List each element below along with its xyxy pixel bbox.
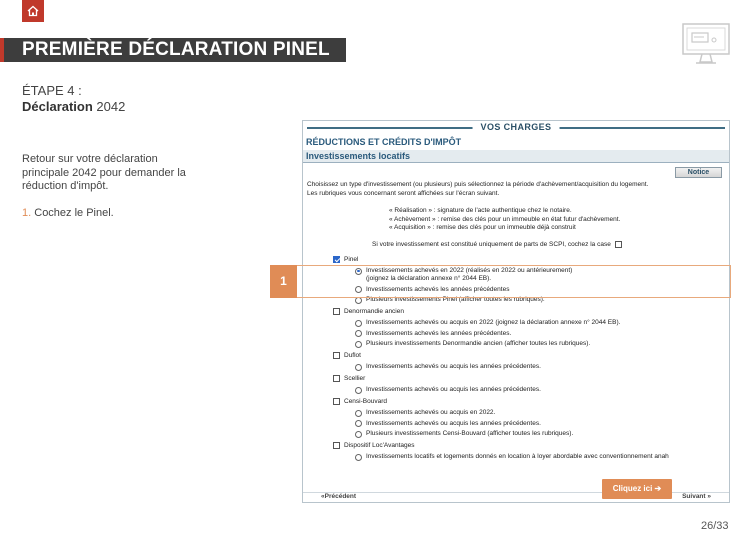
category-label: Dispositif Loc'Avantages — [344, 442, 415, 449]
option-radio[interactable] — [303, 386, 729, 394]
radio-button[interactable] — [355, 387, 362, 394]
option-radio[interactable] — [303, 420, 729, 428]
option-radio[interactable] — [303, 409, 729, 417]
intro-line-1: Choisissez un type d'investissement (ou plusieurs) puis sélectionnez la période d'achèvement/acquisition du logement. — [307, 181, 649, 188]
radio-button[interactable] — [355, 410, 362, 417]
category-pinel[interactable] — [303, 255, 729, 265]
previous-button[interactable]: «Précédent — [321, 493, 357, 500]
option-label: Investissements achevés ou acquis en 2022 (joignez la déclaration annexe n° 2044 EB). — [366, 319, 621, 326]
category-label: Censi-Bouvard — [344, 398, 387, 405]
step-marker: 1 — [270, 265, 297, 298]
definitions — [303, 207, 729, 233]
scpi-label: Si votre investissement est constitué uniquement de parts de SCPI, cochez la case — [372, 240, 611, 248]
option-label: Plusieurs investissements Denormandie ancien (afficher toutes les rubriques). — [366, 340, 591, 347]
option-label: Investissements achevés ou acquis les années précédentes. — [366, 419, 541, 427]
option-label: Investissements achevés les années précédentes — [366, 285, 510, 293]
option-radio[interactable] — [303, 453, 729, 461]
instruction-step — [22, 207, 114, 219]
notice-button[interactable]: Notice — [675, 167, 722, 178]
option-radio[interactable] — [303, 430, 729, 438]
category-label: Duflot — [344, 352, 361, 359]
next-button[interactable]: Suivant » — [682, 493, 711, 500]
option-label: Investissements achevés les années précédentes. — [366, 329, 512, 337]
form-header — [303, 121, 729, 133]
radio-button[interactable] — [355, 330, 362, 337]
option-label: Plusieurs investissements Censi-Bouvard (afficher toutes les rubriques). — [366, 430, 574, 437]
option-radio[interactable] — [303, 363, 729, 371]
pinel-highlight — [270, 265, 731, 298]
step-title-rest: 2042 — [92, 99, 126, 114]
option-radio[interactable] — [303, 330, 729, 338]
denormandie-checkbox[interactable] — [333, 308, 340, 315]
option-label: Investissements achevés ou acquis les années précédentes. — [366, 363, 541, 370]
option-label: Plusieurs investissements Pinel (afficher toutes les rubriques). — [366, 296, 545, 303]
option-label: Investissements achevés ou acquis les années précédentes. — [366, 386, 541, 393]
home-button[interactable] — [22, 0, 44, 22]
section-title: RÉDUCTIONS ET CRÉDITS D'IMPÔT — [306, 137, 462, 147]
category-denormandie[interactable] — [303, 307, 729, 317]
category-label: Scellier — [344, 375, 366, 382]
page-number: 26/33 — [701, 520, 729, 532]
definition-realisation: « Réalisation » : signature de l'acte authentique chez le notaire. — [389, 207, 572, 214]
subsection-title: Investissements locatifs — [303, 150, 729, 163]
loc-avantages-checkbox[interactable] — [333, 442, 340, 449]
censi-bouvard-checkbox[interactable] — [333, 398, 340, 405]
form-header-text: VOS CHARGES — [473, 121, 560, 133]
step-title — [22, 99, 125, 114]
option-label: Investissements achevés ou acquis en 2022. — [366, 409, 496, 416]
option-radio[interactable] — [303, 340, 729, 348]
radio-button[interactable] — [355, 431, 362, 438]
option-label: Investissements achevés en 2022 (réalisés en 2022 ou antérieurement) (joignez la déclaration annexe n° 2044 EB). — [366, 267, 573, 282]
scpi-row — [303, 240, 729, 250]
computer-screen-icon — [680, 22, 732, 66]
category-scellier[interactable] — [303, 374, 729, 384]
radio-button[interactable] — [355, 341, 362, 348]
duflot-checkbox[interactable] — [333, 352, 340, 359]
instruction-text: Retour sur votre déclaration principale 2042 pour demander la réduction d'impôt. — [22, 153, 186, 192]
intro-text — [303, 181, 729, 198]
radio-button[interactable] — [355, 420, 362, 427]
notice-row — [303, 163, 729, 181]
definition-acquisition: « Acquisition » : remise des clés pour un immeuble déjà construit — [389, 224, 576, 231]
step-title-bold: Déclaration — [22, 99, 93, 114]
click-here-button[interactable]: Cliquez ici ➔ — [602, 479, 672, 499]
definition-achevement: « Achèvement » : remise des clés pour un immeuble en état futur d'achèvement. — [389, 215, 621, 223]
intro-line-2: Les rubriques vous concernant seront affichées sur l'écran suivant. — [307, 189, 500, 197]
scellier-checkbox[interactable] — [333, 375, 340, 382]
step-label: ÉTAPE 4 : — [22, 83, 82, 98]
page-title: PREMIÈRE DÉCLARATION PINEL — [0, 38, 346, 62]
category-loc-avantages[interactable] — [303, 441, 729, 451]
category-label: Denormandie ancien — [344, 308, 404, 315]
radio-button[interactable] — [355, 454, 362, 461]
pinel-checkbox[interactable] — [333, 256, 340, 263]
option-radio[interactable] — [303, 319, 729, 327]
home-icon — [26, 4, 40, 18]
tax-form-panel — [302, 120, 730, 503]
radio-button[interactable] — [355, 320, 362, 327]
instruction-step-text: Cochez le Pinel. — [31, 207, 114, 219]
instruction-step-number: 1. — [22, 207, 32, 219]
radio-button[interactable] — [355, 364, 362, 371]
scpi-checkbox[interactable] — [615, 241, 622, 248]
category-label: Pinel — [344, 256, 359, 263]
option-label: Investissements locatifs et logements donnés en location à loyer abordable avec conventionnement anah — [366, 453, 669, 460]
category-duflot[interactable] — [303, 351, 729, 361]
category-censi-bouvard[interactable] — [303, 397, 729, 407]
